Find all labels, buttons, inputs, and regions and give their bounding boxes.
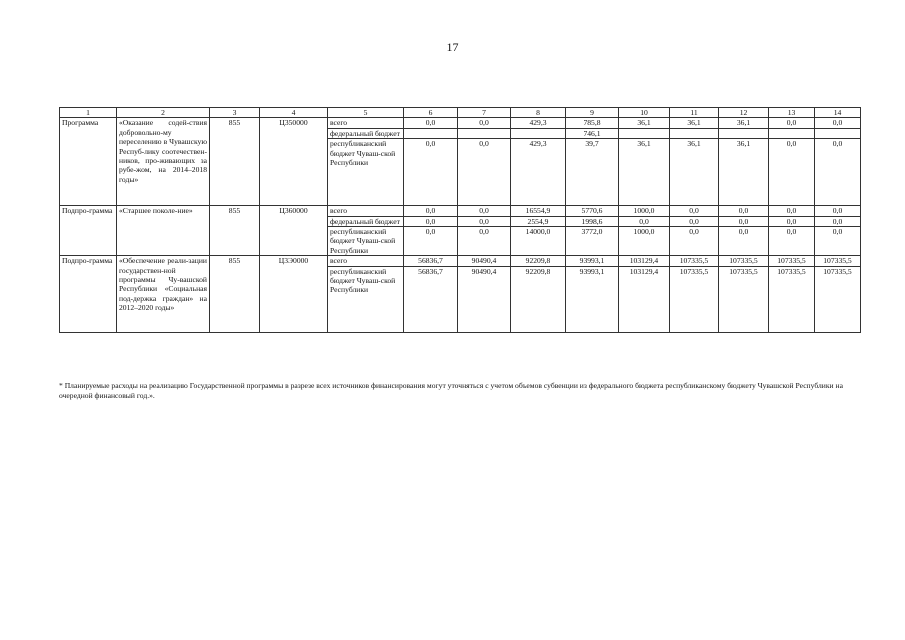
value-cell: 0,0 (404, 118, 458, 128)
source-cell: федеральный бюджет (328, 216, 404, 226)
value-cell: 90490,4 (458, 256, 511, 266)
value-cell: 0,0 (458, 206, 511, 216)
header-cell: 10 (619, 108, 670, 118)
csr-code-cell: Ц3Э0000 (260, 256, 328, 332)
value-cell: 36,1 (719, 139, 769, 206)
value-cell: 0,0 (670, 227, 719, 256)
value-cell: 0,0 (769, 118, 815, 128)
value-cell: 746,1 (566, 128, 619, 138)
value-cell: 103129,4 (619, 266, 670, 332)
grbs-code-cell: 855 (210, 206, 260, 256)
value-cell: 429,3 (511, 118, 566, 128)
program-type-cell: Программа (60, 118, 117, 206)
header-cell: 13 (769, 108, 815, 118)
value-cell (670, 128, 719, 138)
value-cell: 103129,4 (619, 256, 670, 266)
value-cell (404, 128, 458, 138)
header-cell: 2 (117, 108, 210, 118)
value-cell: 92209,8 (511, 266, 566, 332)
value-cell: 36,1 (719, 118, 769, 128)
program-type-cell: Подпро-грамма (60, 206, 117, 256)
page-number: 17 (446, 40, 459, 54)
value-cell: 107335,5 (719, 256, 769, 266)
value-cell: 1998,6 (566, 216, 619, 226)
header-cell: 1 (60, 108, 117, 118)
value-cell: 107335,5 (815, 266, 861, 332)
header-cell: 6 (404, 108, 458, 118)
funding-table (59, 107, 861, 333)
value-cell: 0,0 (719, 216, 769, 226)
header-cell: 7 (458, 108, 511, 118)
value-cell: 0,0 (815, 216, 861, 226)
value-cell (719, 128, 769, 138)
value-cell: 0,0 (769, 206, 815, 216)
csr-code-cell: Ц350000 (260, 118, 328, 206)
value-cell: 0,0 (404, 216, 458, 226)
value-cell: 0,0 (458, 139, 511, 206)
value-cell: 93993,1 (566, 266, 619, 332)
value-cell: 90490,4 (458, 266, 511, 332)
value-cell: 36,1 (670, 118, 719, 128)
source-cell: всего (328, 118, 404, 128)
value-cell: 107335,5 (769, 256, 815, 266)
program-type-cell: Подпро-грамма (60, 256, 117, 332)
table-header-row (60, 108, 861, 118)
value-cell: 36,1 (670, 139, 719, 206)
value-cell: 2554,9 (511, 216, 566, 226)
value-cell: 56836,7 (404, 266, 458, 332)
value-cell: 0,0 (769, 139, 815, 206)
value-cell: 92209,8 (511, 256, 566, 266)
value-cell: 5770,6 (566, 206, 619, 216)
value-cell: 3772,0 (566, 227, 619, 256)
value-cell: 0,0 (619, 216, 670, 226)
source-cell: всего (328, 206, 404, 216)
value-cell: 107335,5 (670, 266, 719, 332)
value-cell: 107335,5 (769, 266, 815, 332)
header-cell: 11 (670, 108, 719, 118)
source-cell: республиканский бюджет Чуваш-ской Республики (328, 266, 404, 332)
value-cell: 0,0 (670, 216, 719, 226)
header-cell: 4 (260, 108, 328, 118)
value-cell: 16554,9 (511, 206, 566, 216)
value-cell (769, 128, 815, 138)
value-cell: 0,0 (404, 227, 458, 256)
value-cell: 0,0 (815, 118, 861, 128)
value-cell: 0,0 (769, 216, 815, 226)
value-cell: 0,0 (815, 206, 861, 216)
value-cell (458, 128, 511, 138)
value-cell (815, 128, 861, 138)
value-cell: 785,8 (566, 118, 619, 128)
grbs-code-cell: 855 (210, 256, 260, 332)
value-cell: 36,1 (619, 118, 670, 128)
source-cell: республиканский бюджет Чуваш-ской Республики (328, 139, 404, 206)
source-cell: всего (328, 256, 404, 266)
value-cell: 0,0 (769, 227, 815, 256)
value-cell: 429,3 (511, 139, 566, 206)
value-cell: 56836,7 (404, 256, 458, 266)
source-cell: федеральный бюджет (328, 128, 404, 138)
value-cell: 0,0 (404, 139, 458, 206)
value-cell: 0,0 (670, 206, 719, 216)
value-cell: 1000,0 (619, 206, 670, 216)
program-name-cell: «Обеспечение реали-зации государствен-ной программы Чу-вашской Республики «Социальная под-держка граждан» на 2012–2020 годы» (117, 256, 210, 332)
header-cell: 9 (566, 108, 619, 118)
value-cell: 0,0 (719, 227, 769, 256)
value-cell: 0,0 (719, 206, 769, 216)
header-cell: 5 (328, 108, 404, 118)
value-cell (511, 128, 566, 138)
value-cell: 0,0 (458, 216, 511, 226)
value-cell (619, 128, 670, 138)
value-cell: 93993,1 (566, 256, 619, 266)
program-name-cell: «Оказание содей-ствия добровольно-му переселению в Чувашскую Респуб-лику соотечествен-ников, про-живающих за рубе-жом, на 2014–2018 годы» (117, 118, 210, 206)
value-cell: 39,7 (566, 139, 619, 206)
value-cell: 14000,0 (511, 227, 566, 256)
value-cell: 1000,0 (619, 227, 670, 256)
header-cell: 14 (815, 108, 861, 118)
header-cell: 8 (511, 108, 566, 118)
value-cell: 0,0 (458, 118, 511, 128)
value-cell: 107335,5 (719, 266, 769, 332)
value-cell: 0,0 (815, 227, 861, 256)
value-cell: 107335,5 (815, 256, 861, 266)
header-cell: 12 (719, 108, 769, 118)
source-cell: республиканский бюджет Чуваш-ской Республики (328, 227, 404, 256)
program-name-cell: «Старшее поколе-ние» (117, 206, 210, 256)
csr-code-cell: Ц360000 (260, 206, 328, 256)
table-row (60, 118, 861, 128)
footnote: * Планируемые расходы на реализацию Государственной программы в разрезе всех источников финансирования могут уточняться с учетом объемов субвенции из федерального бюджета республиканскому бюджету Чувашской Республики на очередной финансовый год.». (59, 381, 843, 400)
table-row (60, 206, 861, 216)
grbs-code-cell: 855 (210, 118, 260, 206)
header-cell: 3 (210, 108, 260, 118)
value-cell: 0,0 (815, 139, 861, 206)
value-cell: 0,0 (458, 227, 511, 256)
table-row (60, 256, 861, 266)
value-cell: 0,0 (404, 206, 458, 216)
value-cell: 36,1 (619, 139, 670, 206)
value-cell: 107335,5 (670, 256, 719, 266)
